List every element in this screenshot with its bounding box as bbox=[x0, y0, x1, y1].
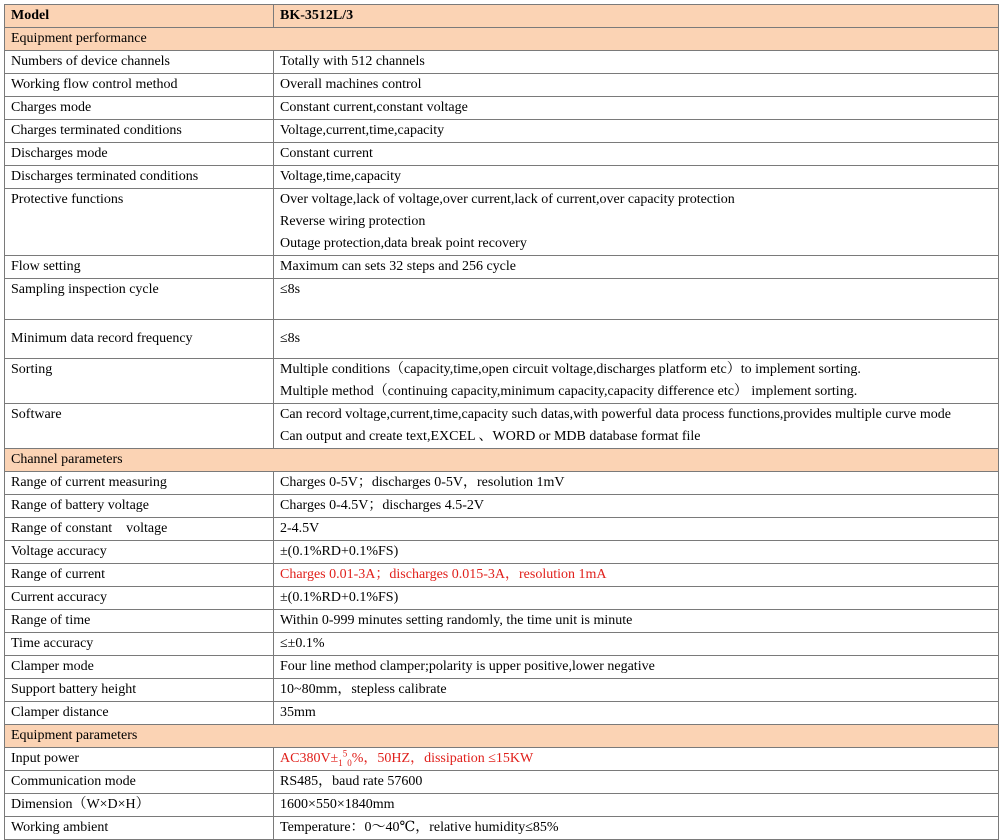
row-value: Totally with 512 channels bbox=[274, 51, 999, 74]
table-row bbox=[5, 143, 999, 166]
tolerance-lower-2: 0 bbox=[347, 757, 352, 768]
row-label: Clamper distance bbox=[5, 702, 274, 725]
row-value-line: Can record voltage,current,time,capacity such datas,with powerful data process functions,provides multiple curve mode bbox=[280, 407, 952, 422]
row-label: Flow setting bbox=[5, 256, 274, 279]
row-label: Working ambient bbox=[5, 817, 274, 840]
row-value: 1600×550×1840mm bbox=[274, 794, 999, 817]
table-row bbox=[5, 74, 999, 97]
row-value: 35mm bbox=[274, 702, 999, 725]
table-row bbox=[5, 587, 999, 610]
row-value: Four line method clamper;polarity is upper positive,lower negative bbox=[274, 656, 999, 679]
table-row bbox=[5, 794, 999, 817]
header-label: Model bbox=[5, 5, 274, 28]
table-row bbox=[5, 518, 999, 541]
input-power-prefix: AC380V± bbox=[280, 751, 339, 766]
row-value: Overall machines control bbox=[274, 74, 999, 97]
row-label: Range of time bbox=[5, 610, 274, 633]
row-label: Communication mode bbox=[5, 771, 274, 794]
row-label: Numbers of device channels bbox=[5, 51, 274, 74]
row-value-line: Outage protection,data break point recovery bbox=[280, 236, 527, 251]
row-value-line: Reverse wiring protection bbox=[280, 214, 426, 229]
table-row bbox=[5, 97, 999, 120]
row-value-line: Multiple conditions（capacity,time,open circuit voltage,discharges platform etc）to implement sorting. bbox=[280, 362, 861, 377]
row-value-highlight: Charges 0.01-3A；discharges 0.015-3A，resolution 1mA bbox=[274, 564, 999, 587]
table-row bbox=[5, 359, 999, 404]
table-row bbox=[5, 541, 999, 564]
row-label: Range of current bbox=[5, 564, 274, 587]
tolerance-lower: 1 bbox=[338, 757, 343, 768]
table-header-row bbox=[5, 5, 999, 28]
table-row bbox=[5, 279, 999, 320]
spec-table bbox=[4, 4, 999, 840]
row-label: Input power bbox=[5, 748, 274, 771]
table-row bbox=[5, 817, 999, 840]
row-value: Maximum can sets 32 steps and 256 cycle bbox=[274, 256, 999, 279]
row-value: Constant current,constant voltage bbox=[274, 97, 999, 120]
row-value-multiline bbox=[274, 404, 999, 449]
row-value: ≤8s bbox=[274, 320, 999, 359]
row-value: ±(0.1%RD+0.1%FS) bbox=[274, 587, 999, 610]
table-row bbox=[5, 189, 999, 256]
row-label: Dimension（W×D×H） bbox=[5, 794, 274, 817]
section-title-performance: Equipment performance bbox=[5, 28, 999, 51]
row-label: Current accuracy bbox=[5, 587, 274, 610]
input-power-suffix: %，50HZ，dissipation ≤15KW bbox=[351, 751, 534, 766]
section-title-equipment: Equipment parameters bbox=[5, 725, 999, 748]
row-value: Within 0-999 minutes setting randomly, the time unit is minute bbox=[274, 610, 999, 633]
table-row bbox=[5, 166, 999, 189]
section-title-channel: Channel parameters bbox=[5, 449, 999, 472]
table-row bbox=[5, 702, 999, 725]
table-row bbox=[5, 771, 999, 794]
table-row bbox=[5, 495, 999, 518]
row-label: Charges terminated conditions bbox=[5, 120, 274, 143]
row-label: Range of current measuring bbox=[5, 472, 274, 495]
section-row bbox=[5, 725, 999, 748]
table-row bbox=[5, 679, 999, 702]
row-label: Voltage accuracy bbox=[5, 541, 274, 564]
row-value: Voltage,current,time,capacity bbox=[274, 120, 999, 143]
row-label: Protective functions bbox=[5, 189, 274, 256]
row-value: ≤8s bbox=[274, 279, 999, 320]
row-value: Temperature：0～40℃，relative humidity≤85% bbox=[274, 817, 999, 840]
table-row bbox=[5, 633, 999, 656]
row-label: Sampling inspection cycle bbox=[5, 279, 274, 320]
table-row bbox=[5, 256, 999, 279]
row-value: Constant current bbox=[274, 143, 999, 166]
row-value: ≤±0.1% bbox=[274, 633, 999, 656]
table-row bbox=[5, 748, 999, 771]
row-value: 10~80mm，stepless calibrate bbox=[274, 679, 999, 702]
section-row bbox=[5, 28, 999, 51]
table-row bbox=[5, 320, 999, 359]
row-value: ±(0.1%RD+0.1%FS) bbox=[274, 541, 999, 564]
table-row bbox=[5, 564, 999, 587]
table-row bbox=[5, 120, 999, 143]
row-value-highlight bbox=[274, 748, 999, 771]
row-value: Voltage,time,capacity bbox=[274, 166, 999, 189]
table-row bbox=[5, 472, 999, 495]
table-row bbox=[5, 51, 999, 74]
row-value-multiline bbox=[274, 189, 999, 256]
row-label: Range of battery voltage bbox=[5, 495, 274, 518]
tolerance-upper: 5 bbox=[342, 748, 348, 759]
row-label: Sorting bbox=[5, 359, 274, 404]
row-value-multiline bbox=[274, 359, 999, 404]
table-row bbox=[5, 656, 999, 679]
row-label: Clamper mode bbox=[5, 656, 274, 679]
row-label: Charges mode bbox=[5, 97, 274, 120]
row-label: Time accuracy bbox=[5, 633, 274, 656]
row-label: Range of constant voltage bbox=[5, 518, 274, 541]
row-label: Discharges mode bbox=[5, 143, 274, 166]
header-model-value: BK-3512L/3 bbox=[274, 5, 999, 28]
row-label: Minimum data record frequency bbox=[5, 320, 274, 359]
row-value-line: Over voltage,lack of voltage,over current,lack of current,over capacity protection bbox=[280, 192, 735, 207]
row-value-line: Can output and create text,EXCEL 、WORD or MDB database format file bbox=[280, 429, 701, 444]
row-label: Working flow control method bbox=[5, 74, 274, 97]
row-label: Software bbox=[5, 404, 274, 449]
table-row bbox=[5, 610, 999, 633]
row-value: RS485，baud rate 57600 bbox=[274, 771, 999, 794]
section-row bbox=[5, 449, 999, 472]
row-value: 2-4.5V bbox=[274, 518, 999, 541]
row-label: Discharges terminated conditions bbox=[5, 166, 274, 189]
row-value: Charges 0-5V；discharges 0-5V，resolution 1mV bbox=[274, 472, 999, 495]
row-label: Support battery height bbox=[5, 679, 274, 702]
row-value-line: Multiple method（continuing capacity,minimum capacity,capacity difference etc） implement sorting. bbox=[280, 384, 858, 399]
table-row bbox=[5, 404, 999, 449]
row-value: Charges 0-4.5V；discharges 4.5-2V bbox=[274, 495, 999, 518]
